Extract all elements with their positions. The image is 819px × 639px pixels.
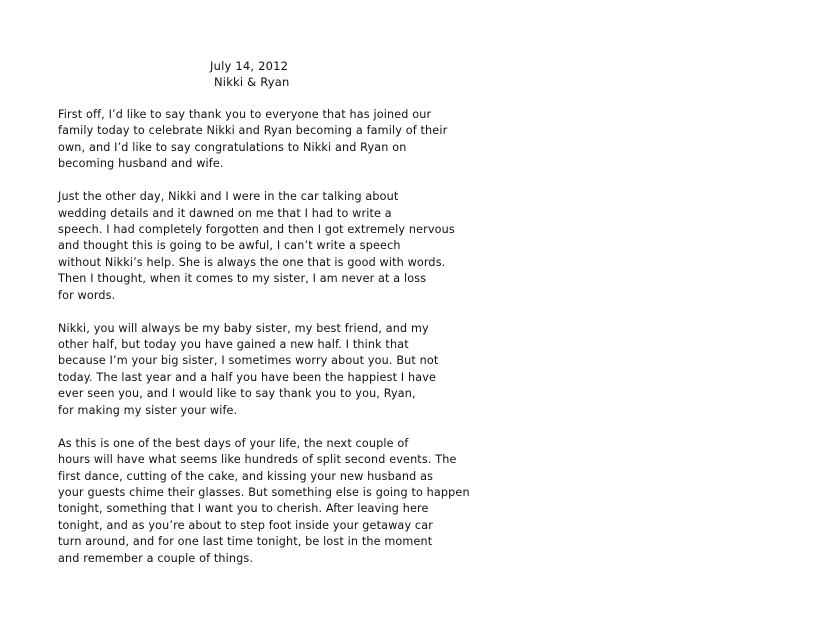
text-line: tonight, and as you’re about to step foot inside your getaway car xyxy=(58,518,433,532)
text-line: As this is one of the best days of your life, the next couple of xyxy=(58,436,409,450)
text-line: First off, I’d like to say thank you to everyone that has joined our xyxy=(58,108,432,121)
text-line: for making my sister your wife. xyxy=(58,403,238,417)
text-line: first dance, cutting of the cake, and kissing your new husband as xyxy=(58,469,434,483)
text-line: turn around, and for one last time tonight, be lost in the moment xyxy=(58,535,433,549)
text-line: own, and I’d like to say congratulations to Nikki and Ryan on xyxy=(58,140,407,154)
paragraph-4 xyxy=(58,436,470,567)
text-line: other half, but today you have gained a new half. I think that xyxy=(58,338,409,352)
speech-date: July 14, 2012 xyxy=(210,59,289,73)
text-line: and remember a couple of things. xyxy=(58,551,254,565)
text-line: Nikki, you will always be my baby sister, my best friend, and my xyxy=(58,321,429,335)
speech-body xyxy=(58,107,470,584)
paragraph-2 xyxy=(58,189,455,304)
text-line: without Nikki’s help. She is always the one that is good with words. xyxy=(58,255,446,269)
paragraph-3 xyxy=(58,321,448,419)
text-line: ever seen you, and I would like to say thank you to you, Ryan, xyxy=(58,387,416,401)
text-line: speech. I had completely forgotten and then I got extremely nervous xyxy=(58,223,455,237)
text-line: wedding details and it dawned on me that I had to write a xyxy=(58,206,392,220)
text-line: Then I thought, when it comes to my sister, I am never at a loss xyxy=(58,272,427,286)
text-line: your guests chime their glasses. But something else is going to happen xyxy=(58,485,470,499)
text-line: for words. xyxy=(58,288,116,302)
text-line: today. The last year and a half you have been the happiest I have xyxy=(58,370,437,384)
text-line: and thought this is going to be awful, I can’t write a speech xyxy=(58,239,401,253)
text-line: Just the other day, Nikki and I were in the car talking about xyxy=(58,190,399,204)
text-line: becoming husband and wife. xyxy=(58,157,224,171)
text-line: hours will have what seems like hundreds of split second events. The xyxy=(58,453,457,467)
paragraph-1 xyxy=(58,107,448,173)
text-line: family today to celebrate Nikki and Ryan becoming a family of their xyxy=(58,124,448,138)
couple-names: Nikki & Ryan xyxy=(214,75,290,89)
text-line: tonight, something that I want you to cherish. After leaving here xyxy=(58,502,429,516)
speech-header xyxy=(210,58,290,90)
text-line: because I’m your big sister, I sometimes worry about you. But not xyxy=(58,354,439,368)
